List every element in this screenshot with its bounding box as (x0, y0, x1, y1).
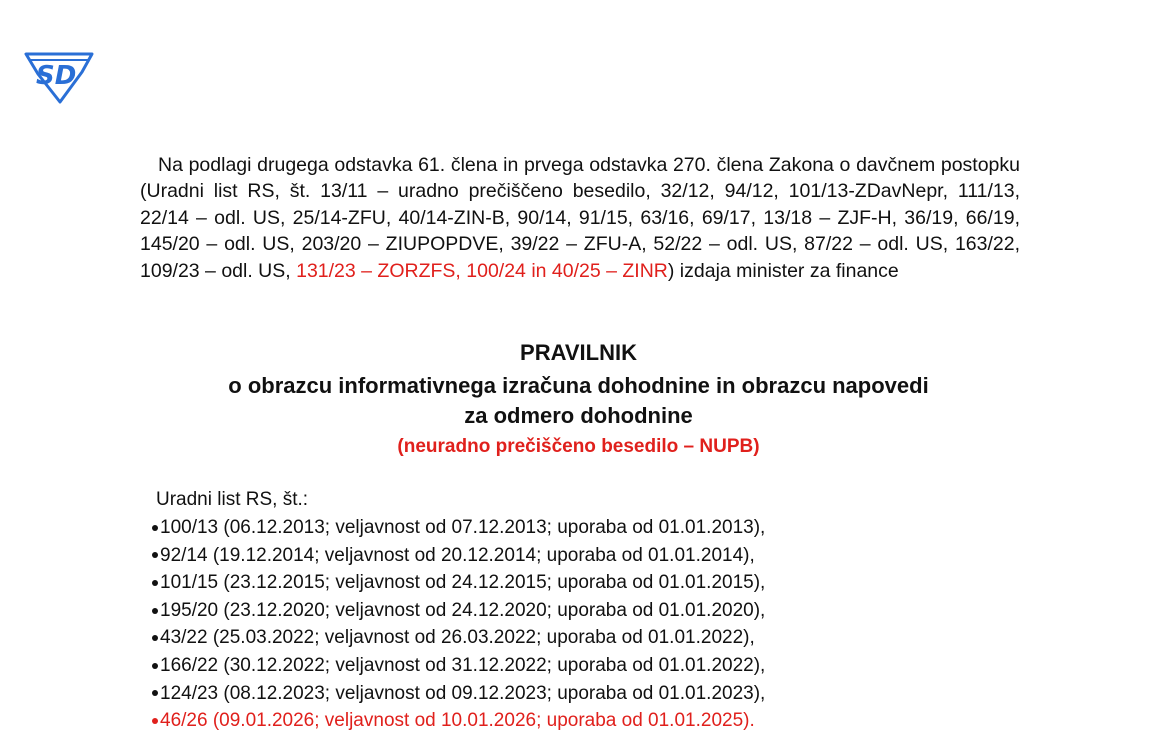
list-item (148, 542, 765, 570)
list-item-text: 124/23 (08.12.2023; veljavnost od 09.12.2023; uporaba od 01.01.2023), (160, 682, 766, 704)
document-title: PRAVILNIK (520, 340, 637, 365)
intro-amendments: 131/23 – ZORZFS, 100/24 in 40/25 – ZINR (296, 259, 668, 282)
bullet-icon (152, 580, 158, 586)
list-item-highlighted (148, 707, 765, 735)
list-item (148, 652, 765, 680)
list-item-text: 100/13 (06.12.2013; veljavnost od 07.12.2013; uporaba od 01.01.2013), (160, 517, 766, 538)
list-item (148, 514, 765, 542)
bullet-icon (152, 690, 158, 696)
list-item-text: 166/22 (30.12.2022; veljavnost od 31.12.2022; uporaba od 01.01.2022), (160, 654, 766, 676)
list-item (148, 569, 765, 597)
document-note: (neuradno prečiščeno besedilo – NUPB) (397, 436, 760, 457)
bullet-icon (152, 663, 158, 669)
list-item-text: 195/20 (23.12.2020; veljavnost od 24.12.2020; uporaba od 01.01.2020), (160, 599, 766, 621)
list-item-text: 92/14 (19.12.2014; veljavnost od 20.12.2014; uporaba od 01.01.2014), (160, 544, 755, 566)
list-item-text: 101/15 (23.12.2015; veljavnost od 24.12.2015; uporaba od 01.01.2015), (160, 572, 766, 594)
intro-text-end: ) izdaja minister za finance (667, 259, 899, 282)
bullet-icon (152, 608, 158, 614)
svg-text:SD: SD (36, 61, 77, 91)
list-item-text: 46/26 (09.01.2026; veljavnost od 10.01.2026; uporaba od 01.01.2025). (160, 710, 755, 732)
document-subtitle-line1: o obrazcu informativnega izračuna dohodnine in obrazcu napovedi (228, 373, 929, 398)
list-item (148, 597, 765, 625)
bullet-icon (152, 635, 158, 641)
bullet-icon (152, 552, 158, 558)
list-item-text: 43/22 (25.03.2022; veljavnost od 26.03.2022; uporaba od 01.01.2022), (160, 627, 755, 649)
bullet-icon (152, 718, 158, 724)
list-item (148, 680, 765, 708)
sd-logo-icon (20, 46, 98, 106)
list-item (148, 624, 765, 652)
intro-paragraph (140, 152, 1020, 284)
intro-text: Na podlagi drugega odstavka 61. člena in prvega odstavka 270. člena Zakona o davčnem postopku (Uradni list RS, št. 13/11 – uradno prečiščeno besedilo, 32/12, 94/12, 101/13-ZDavNepr, 111/13, 22/14 – odl. US, 25/14-ZFU, 40/14-ZIN-B, 90/14, 91/15, 63/16, 69/17, 13/18 – ZJF-H, 36/19, 66/19, 145/20 – odl. US, 203/20 – ZIUPOPDVE, 39/22 – ZFU-A, 52/22 – odl. US, 87/22 – odl. US, 163/22, 109/23 – odl. US, (140, 154, 1020, 282)
bullet-icon (152, 525, 158, 531)
document-subtitle-line2: za odmero dohodnine (464, 403, 693, 428)
publications-list (148, 514, 765, 735)
publications-label: Uradni list RS, št.: (156, 489, 309, 510)
